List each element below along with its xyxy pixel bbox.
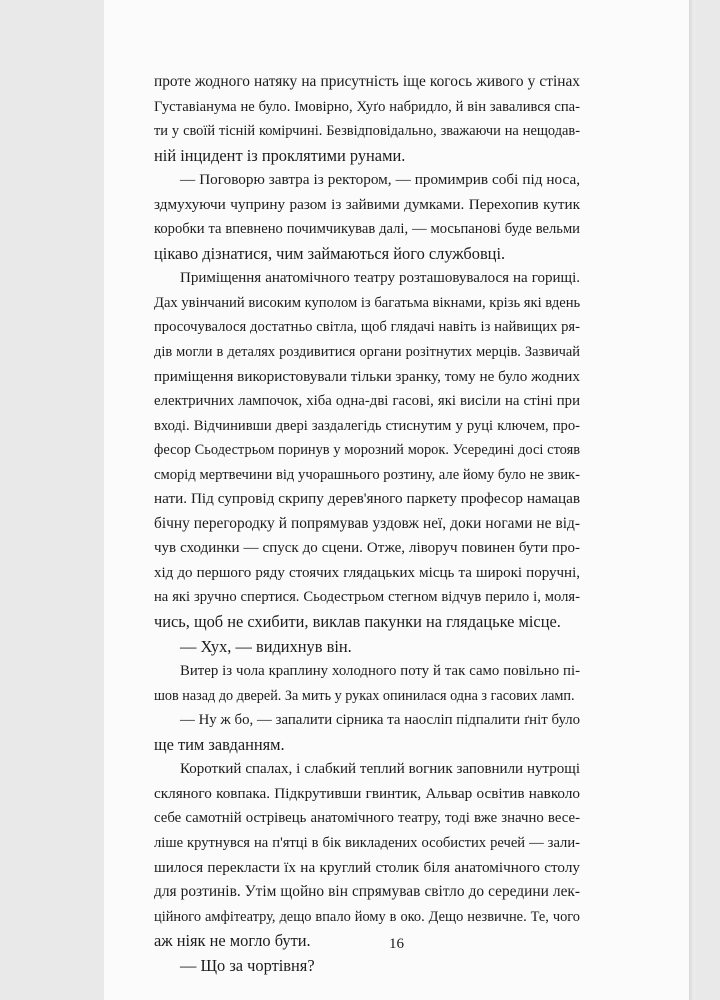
text-line: Витер із чола краплину холодного поту й так само повільно пі- <box>180 663 580 680</box>
text-line: електричних лампочок, хіба одна-дві гасові, які висіли на стіні при <box>154 393 580 410</box>
text-line: Короткий спалах, і слабкий теплий вогник заповнили нутрощі <box>180 761 580 778</box>
text-line: — Хух, — видихнув він. <box>180 636 352 656</box>
text-line: ти у своїй тісній комірчині. Безвідповідально, зважаючи на нещодав- <box>154 123 580 140</box>
text-line: — Що за чортівня? <box>180 955 315 975</box>
book-page <box>104 0 689 1000</box>
text-line: бічну перегородку й попрямував уздовж неї, доки ногами не від- <box>154 514 580 532</box>
text-line: приміщення використовували тільки зранку, тому не було жодних <box>154 367 580 385</box>
text-line: ній інцидент із проклятими рунами. <box>154 145 406 165</box>
text-line: Густавіанума не було. Імовірно, Хуґо набридло, й він завалився спа- <box>154 98 580 115</box>
text-line: вході. Відчинивши двері заздалегідь стиснутим у руці ключем, про- <box>154 417 580 434</box>
text-line: чись, щоб не схибити, виклав пакунки на глядацьке місце. <box>154 612 561 632</box>
text-line: дів могли в деталях роздивитися органи розітнутих мерців. Зазвичай <box>154 344 580 361</box>
text-line: цікаво дізнатися, чим займаються його службовці. <box>154 243 506 263</box>
text-line: сморід мертвечини від учорашнього розтину, але йому було не звик- <box>154 466 580 483</box>
text-line: Дах увінчаний високим куполом із багатьма вікнами, крізь які вдень <box>154 294 581 311</box>
text-line: нати. Під супровід скрипу дерев'яного паркету професор намацав <box>154 490 580 508</box>
text-line: ліше крутнувся на п'ятці в бік викладених особистих речей — зали- <box>154 834 580 851</box>
text-line: просочувалося достатньо світла, щоб глядачі навіть із найвищих ря- <box>154 319 580 336</box>
text-line: хід до першого ряду стоячих глядацьких місць та широкі поручні, <box>154 564 580 581</box>
page-edge <box>689 0 695 1000</box>
text-line: Приміщення анатомічного театру розташовувалося на горищі. <box>180 270 580 287</box>
text-line: аж ніяк не могло бути. <box>154 931 311 951</box>
text-line: шов назад до дверей. За мить у руках опинилася одна з гасових ламп. <box>154 687 575 704</box>
text-line: себе самотній острівець анатомічного театру, тоді вже значно весе- <box>154 810 580 827</box>
text-line: здмухуючи чуприну разом із зайвими думками. Перехопив кутик <box>154 195 580 213</box>
text-line: проте жодного натяку на присутність іще когось живого у стінах <box>154 73 580 90</box>
text-line: на які зручно спертися. Сьодестрьом стегном відчув перило і, моля- <box>154 589 580 606</box>
text-line: — Ну ж бо, — запалити сірника та наосліп підпалити ґніт було <box>180 712 580 729</box>
text-line: фесор Сьодестрьом поринув у морозний морок. Усередині досі стояв <box>154 442 580 459</box>
text-line: ційного амфітеатру, дещо впало йому в око. Дещо незвичне. Те, чого <box>154 908 580 925</box>
text-line: для розтинів. Утім щойно він спрямував світло до середини лек- <box>154 883 580 901</box>
body-text <box>154 70 580 978</box>
text-line: — Поговорю завтра із ректором, — промимрив собі під носа, <box>180 171 580 189</box>
text-line: скляного ковпака. Підкрутивши гвинтик, Альвар освітив навколо <box>154 784 580 802</box>
text-line: ще тим завданням. <box>154 734 285 754</box>
text-line: коробки та впевнено почимчикував далі, — мосьпанові буде вельми <box>154 221 580 238</box>
page-number: 16 <box>389 936 404 952</box>
text-line: чув сходинки — спуск до сцени. Отже, ліворуч повинен бути про- <box>154 540 580 557</box>
text-line: шилося перекласти їх на круглий столик біля анатомічного столу <box>154 858 580 876</box>
